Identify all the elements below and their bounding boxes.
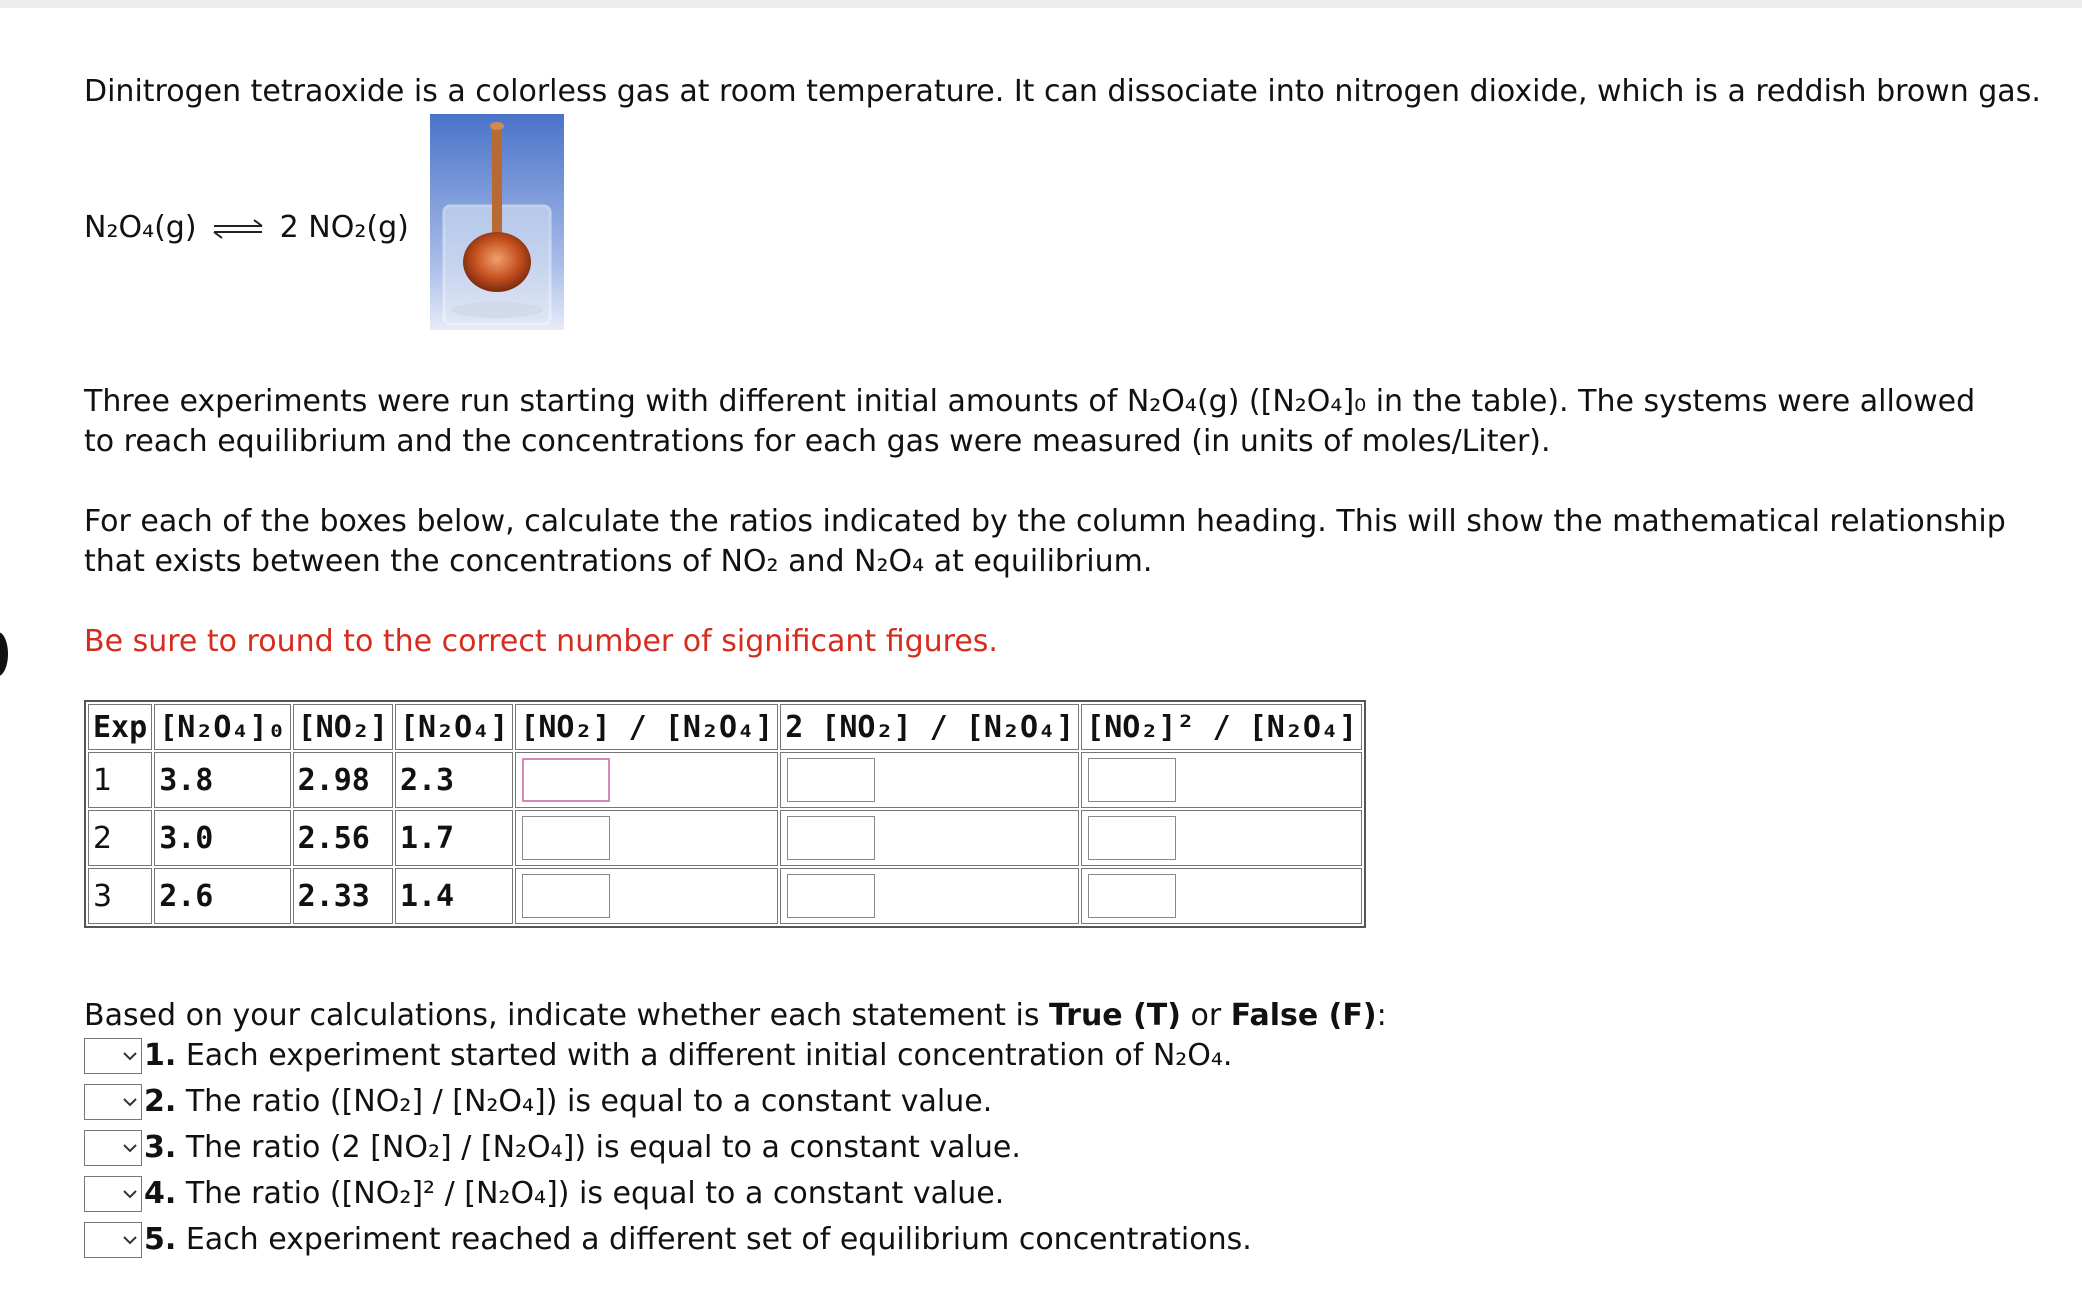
table-row: [88, 868, 1362, 924]
chevron-down-icon: [123, 1189, 137, 1199]
experiment-table: [84, 700, 1366, 928]
statement-number: 3.: [144, 1130, 177, 1165]
cell-ratio-1: [515, 752, 778, 808]
chevron-down-icon: [123, 1097, 137, 1107]
tf-select-2[interactable]: [84, 1084, 142, 1120]
cell-no2: 2.33: [293, 868, 393, 924]
equilibrium-arrow-icon: [212, 219, 264, 239]
chevron-down-icon: [123, 1143, 137, 1153]
prompt-true: True (T): [1048, 998, 1181, 1033]
statement-text: Each experiment reached a different set of equilibrium concentrations.: [185, 1222, 1252, 1257]
true-false-prompt: [84, 996, 1387, 1036]
statement-text: The ratio ([NO₂] / [N₂O₄]) is equal to a constant value.: [185, 1084, 993, 1119]
cell-n2o4: 2.3: [395, 752, 513, 808]
tf-select-4[interactable]: [84, 1176, 142, 1212]
intro-text: Dinitrogen tetraoxide is a colorless gas at room temperature. It can dissociate into nitrogen dioxide, which is a reddish brown gas.: [84, 74, 2041, 109]
cell-no2: 2.98: [293, 752, 393, 808]
statement-2: [84, 1082, 992, 1122]
prompt-or: or: [1180, 998, 1231, 1033]
flask-photo: [430, 114, 564, 330]
statement-4: [84, 1174, 1004, 1214]
scroll-marker: [0, 632, 8, 676]
col-header-no2: [NO₂]: [293, 704, 393, 750]
col-header-exp: Exp: [88, 704, 152, 750]
table-row: [88, 752, 1362, 808]
reactant: N₂O₄(g): [84, 210, 197, 245]
statement-text: Each experiment started with a different initial concentration of N₂O₄.: [185, 1038, 1233, 1073]
tf-select-1[interactable]: [84, 1038, 142, 1074]
cell-ratio-3: [1081, 868, 1362, 924]
statement-number: 5.: [144, 1222, 177, 1257]
table-row: [88, 810, 1362, 866]
answer-input-row2-ratio2[interactable]: [787, 816, 875, 860]
answer-input-row3-ratio3[interactable]: [1088, 874, 1176, 918]
cell-exp: 3: [88, 868, 152, 924]
top-divider: [0, 0, 2082, 8]
answer-input-row1-ratio1[interactable]: [522, 758, 610, 802]
answer-input-row2-ratio1[interactable]: [522, 816, 610, 860]
cell-ratio-3: [1081, 810, 1362, 866]
instructions-text: For each of the boxes below, calculate the ratios indicated by the column heading. This will show the mathematical relationship that exists between the concentrations of NO₂ and N₂O₄ at equilibrium.: [84, 504, 2006, 579]
product: 2 NO₂(g): [279, 210, 409, 245]
col-header-n2o4: [N₂O₄]: [395, 704, 513, 750]
cell-ratio-2: [780, 868, 1079, 924]
cell-no2: 2.56: [293, 810, 393, 866]
cell-n2o4: 1.7: [395, 810, 513, 866]
tf-select-3[interactable]: [84, 1130, 142, 1166]
col-header-ratio-1: [NO₂] / [N₂O₄]: [515, 704, 778, 750]
cell-n2o4-initial: 3.0: [154, 810, 290, 866]
cell-n2o4-initial: 2.6: [154, 868, 290, 924]
reaction-equation: [84, 208, 409, 248]
chevron-down-icon: [123, 1235, 137, 1245]
statement-text: The ratio (2 [NO₂] / [N₂O₄]) is equal to a constant value.: [185, 1130, 1021, 1165]
statement-1: [84, 1036, 1232, 1076]
answer-input-row1-ratio3[interactable]: [1088, 758, 1176, 802]
cell-ratio-2: [780, 810, 1079, 866]
tf-select-5[interactable]: [84, 1222, 142, 1258]
statement-3: [84, 1128, 1021, 1168]
answer-input-row3-ratio2[interactable]: [787, 874, 875, 918]
prompt-lead: Based on your calculations, indicate whether each statement is: [84, 998, 1049, 1033]
statement-5: [84, 1220, 1252, 1260]
answer-input-row2-ratio3[interactable]: [1088, 816, 1176, 860]
cell-n2o4: 1.4: [395, 868, 513, 924]
answer-input-row1-ratio2[interactable]: [787, 758, 875, 802]
statement-number: 2.: [144, 1084, 177, 1119]
experiment-description: Three experiments were run starting with different initial amounts of N₂O₄(g) ([N₂O₄]₀ in the table). The systems were allowed to reach equilibrium and the concentrations for each gas were measured (in units of moles/Liter).: [84, 384, 1976, 459]
cell-ratio-1: [515, 868, 778, 924]
statement-number: 4.: [144, 1176, 177, 1211]
col-header-ratio-3: [NO₂]² / [N₂O₄]: [1081, 704, 1362, 750]
cell-ratio-1: [515, 810, 778, 866]
chevron-down-icon: [123, 1051, 137, 1061]
table-header-row: [88, 704, 1362, 750]
statement-number: 1.: [144, 1038, 177, 1073]
col-header-n2o4-initial: [N₂O₄]₀: [154, 704, 290, 750]
prompt-colon: :: [1376, 998, 1387, 1033]
statement-text: The ratio ([NO₂]² / [N₂O₄]) is equal to a constant value.: [185, 1176, 1005, 1211]
sig-fig-warning: Be sure to round to the correct number of significant figures.: [84, 624, 998, 659]
cell-ratio-3: [1081, 752, 1362, 808]
cell-exp: 1: [88, 752, 152, 808]
cell-n2o4-initial: 3.8: [154, 752, 290, 808]
cell-exp: 2: [88, 810, 152, 866]
answer-input-row3-ratio1[interactable]: [522, 874, 610, 918]
cell-ratio-2: [780, 752, 1079, 808]
col-header-ratio-2: 2 [NO₂] / [N₂O₄]: [780, 704, 1079, 750]
prompt-false: False (F): [1230, 998, 1377, 1033]
